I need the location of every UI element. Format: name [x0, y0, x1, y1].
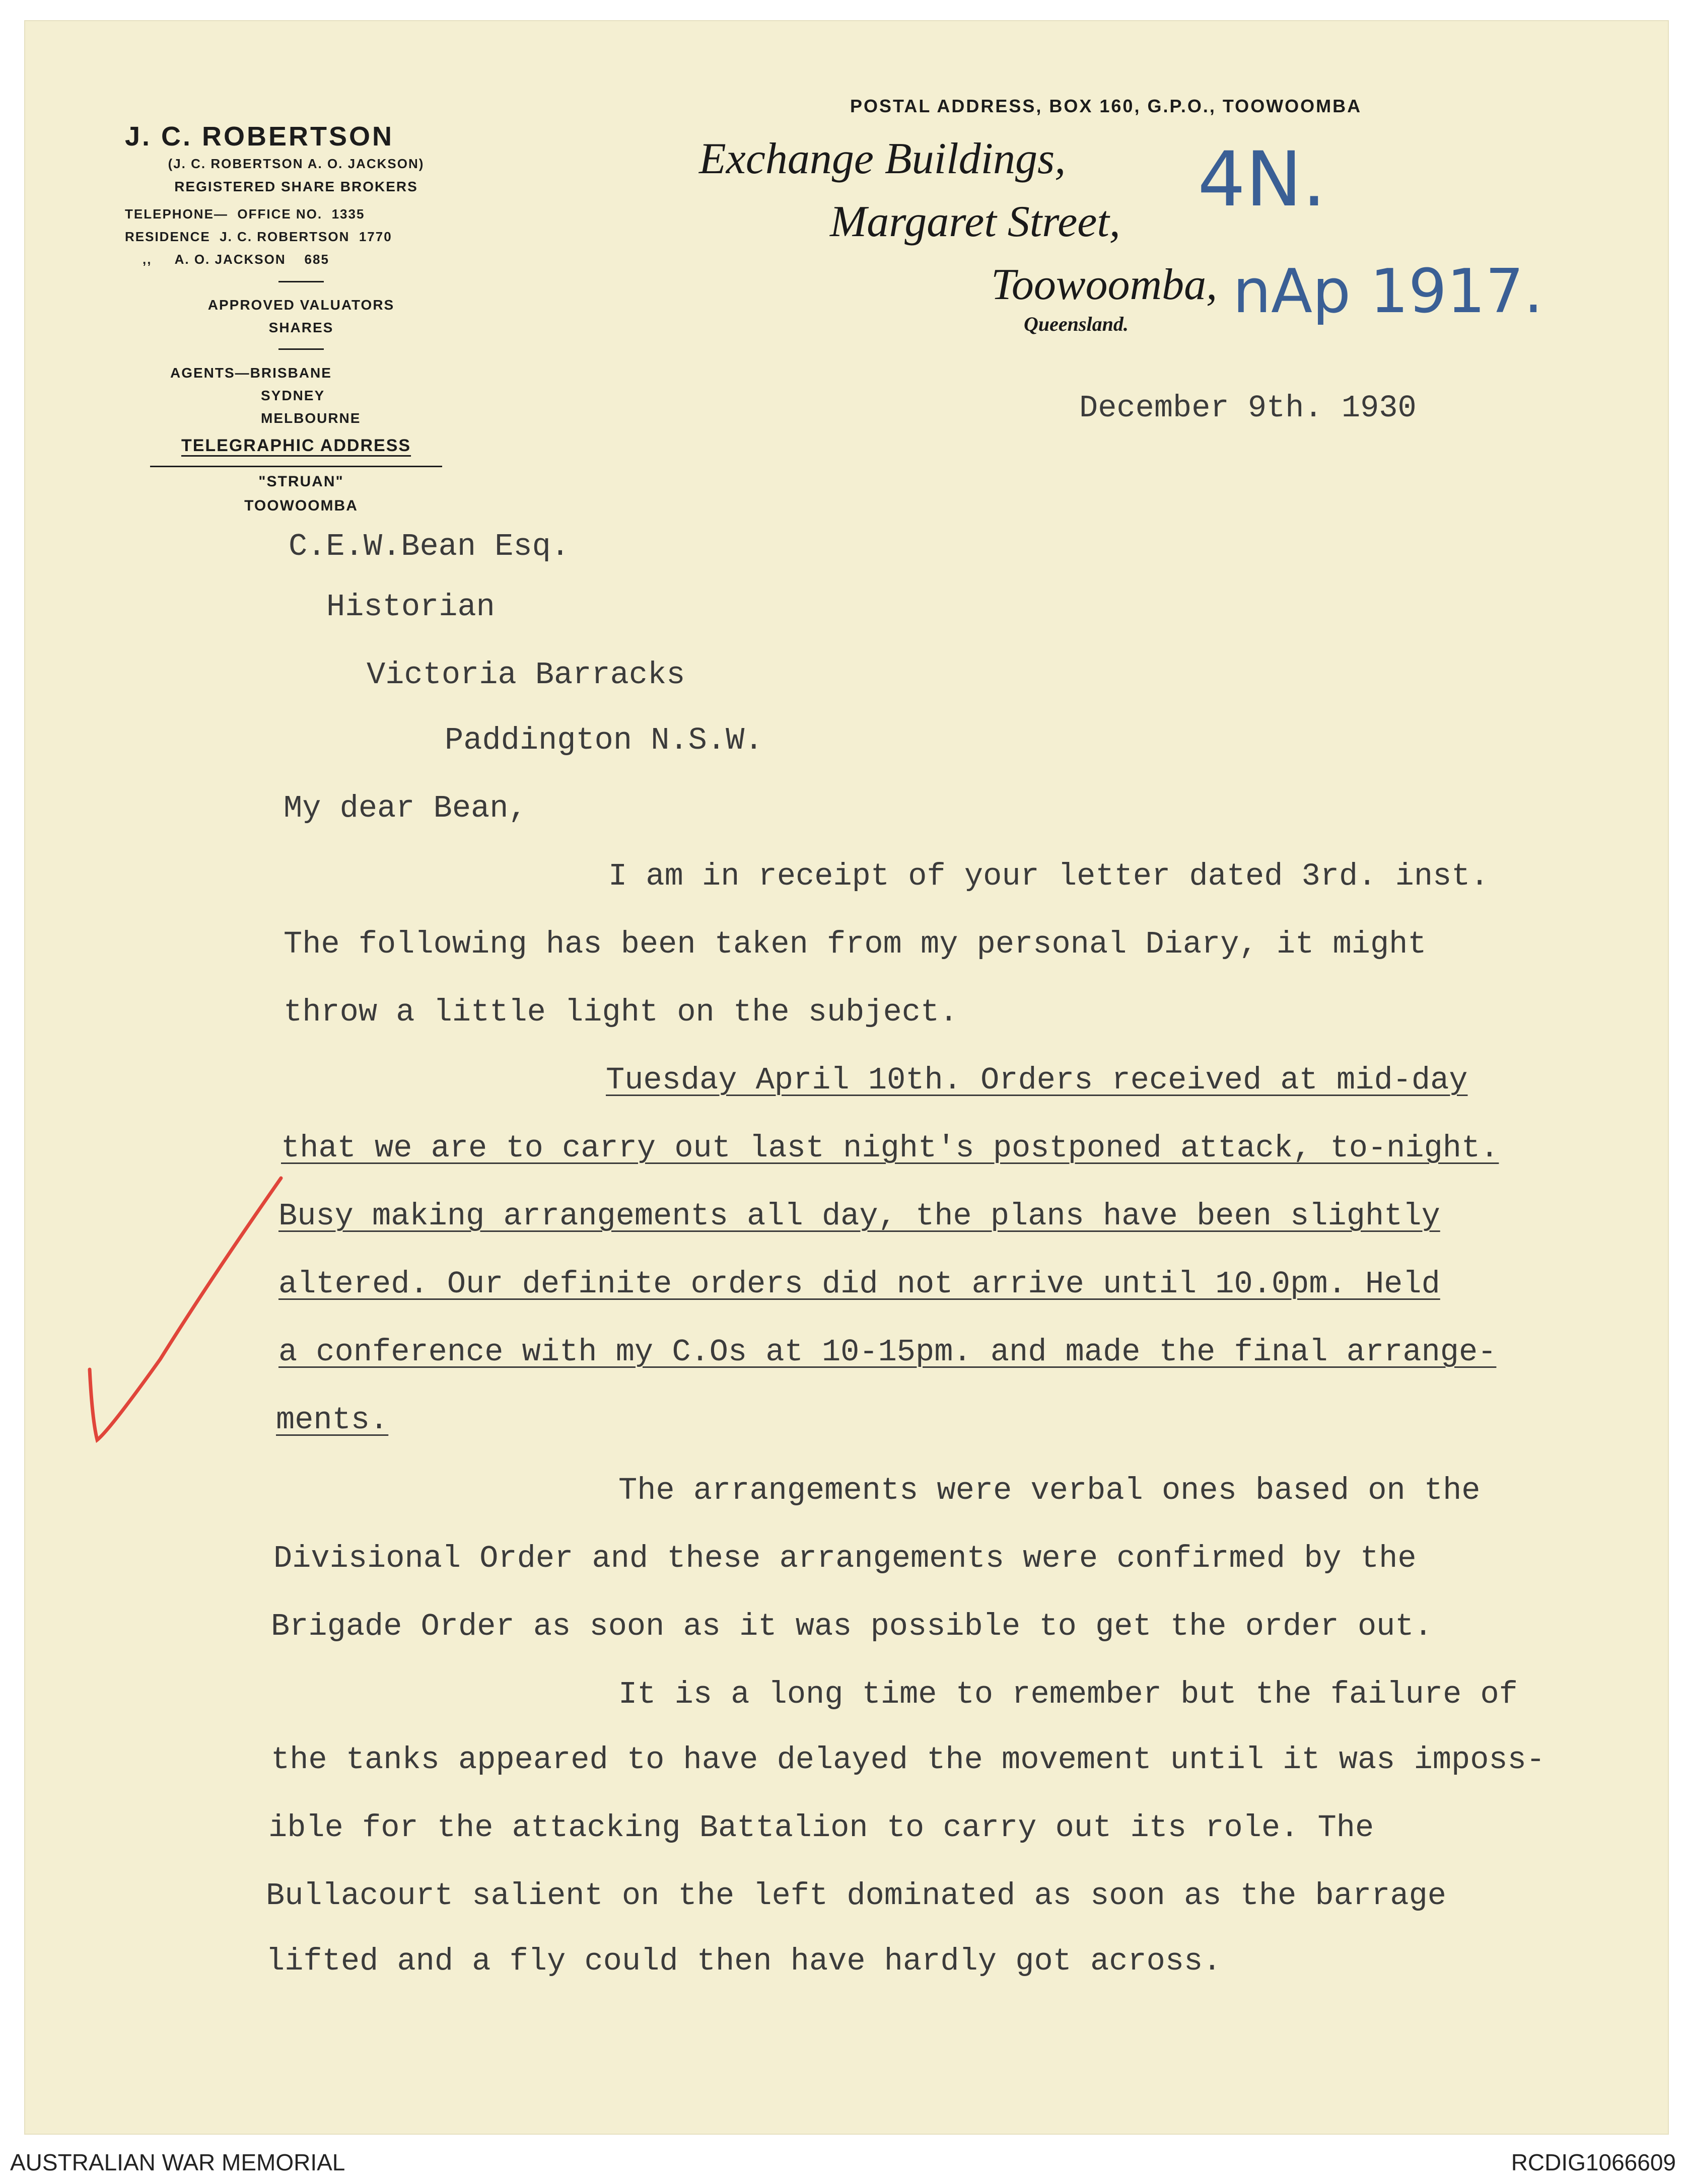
diary-line: a conference with my C.Os at 10-15pm. and made the final arrange-: [278, 1334, 1497, 1370]
letterhead-telegraphic-code: "STRUAN": [258, 473, 344, 490]
handwritten-annotation-ref: 4N.: [1198, 136, 1326, 224]
recipient-city: Paddington N.S.W.: [445, 722, 763, 758]
letterhead-firm-name: J. C. ROBERTSON: [125, 121, 394, 152]
letterhead-agents-melbourne: MELBOURNE: [261, 410, 361, 426]
letterhead-divider: [278, 281, 324, 282]
body-line: Bullacourt salient on the left dominated as soon as the barrage: [266, 1878, 1446, 1914]
body-line: The arrangements were verbal ones based on the: [618, 1473, 1481, 1508]
handwritten-annotation-date: nAp 1917.: [1233, 257, 1543, 327]
letterhead-business: REGISTERED SHARE BROKERS: [174, 179, 418, 194]
letterhead-divider: [278, 348, 324, 350]
body-line: lifted and a fly could then have hardly got across.: [266, 1943, 1222, 1979]
letterhead-partners: (J. C. ROBERTSON A. O. JACKSON): [168, 156, 425, 171]
diary-line: ments.: [276, 1402, 389, 1438]
letterhead-valuators: APPROVED VALUATORS: [207, 297, 395, 313]
body-line: The following has been taken from my personal Diary, it might: [284, 926, 1427, 962]
letterhead-phone-residence: RESIDENCE J. C. ROBERTSON 1770: [125, 229, 392, 244]
body-line: I am in receipt of your letter dated 3rd. inst.: [608, 858, 1489, 894]
footer-credit: AUSTRALIAN WAR MEMORIAL: [10, 2149, 345, 2175]
letterhead-shares-text: SHARES: [268, 320, 334, 335]
diary-line: altered. Our definite orders did not arrive until 10.0pm. Held: [278, 1266, 1440, 1302]
diary-line: that we are to carry out last night's postponed attack, to-night.: [281, 1130, 1499, 1166]
letterhead-telegraphic-label: TELEGRAPHIC ADDRESS: [181, 436, 411, 455]
diary-line: Busy making arrangements all day, the plans have been slightly: [278, 1198, 1440, 1234]
body-line: It is a long time to remember but the failure of: [618, 1677, 1518, 1712]
letterhead-postal-address: POSTAL ADDRESS, BOX 160, G.P.O., TOOWOOMBA: [850, 96, 1362, 116]
letter-sheet: [24, 20, 1669, 2135]
letterhead-address-building: Exchange Buildings,: [699, 134, 1066, 183]
letterhead-address-state: Queensland.: [1024, 313, 1129, 335]
letterhead-phone-office: TELEPHONE— OFFICE NO. 1335: [125, 206, 365, 222]
body-line: Brigade Order as soon as it was possible to get the order out.: [271, 1609, 1433, 1644]
letter-date: December 9th. 1930: [1079, 390, 1417, 426]
body-line: throw a little light on the subject.: [284, 994, 958, 1030]
salutation: My dear Bean,: [284, 790, 527, 826]
recipient-address: Victoria Barracks: [367, 657, 685, 693]
body-line: the tanks appeared to have delayed the movement until it was imposs-: [271, 1742, 1546, 1778]
footer-reference: RCDIG1066609: [1511, 2149, 1676, 2175]
body-line: ible for the attacking Battalion to carry out its role. The: [268, 1810, 1374, 1846]
diary-line: Tuesday April 10th. Orders received at mid-day: [606, 1062, 1468, 1098]
recipient-name: C.E.W.Bean Esq.: [289, 529, 570, 564]
letterhead-agents-sydney: SYDNEY: [261, 388, 325, 403]
body-line: Divisional Order and these arrangements were confirmed by the: [273, 1541, 1417, 1576]
letterhead-telegraphic-city: TOOWOOMBA: [244, 497, 358, 514]
letterhead-address-city: Toowoomba,: [991, 260, 1218, 309]
red-tick-mark: [80, 1168, 291, 1450]
letterhead-telegraphic-rule: [150, 466, 442, 467]
letterhead-agents: AGENTS—BRISBANE: [170, 365, 332, 381]
recipient-title: Historian: [326, 589, 495, 625]
letterhead-phone-jackson: ,, A. O. JACKSON 685: [143, 252, 329, 267]
letterhead-address-street: Margaret Street,: [830, 197, 1120, 246]
